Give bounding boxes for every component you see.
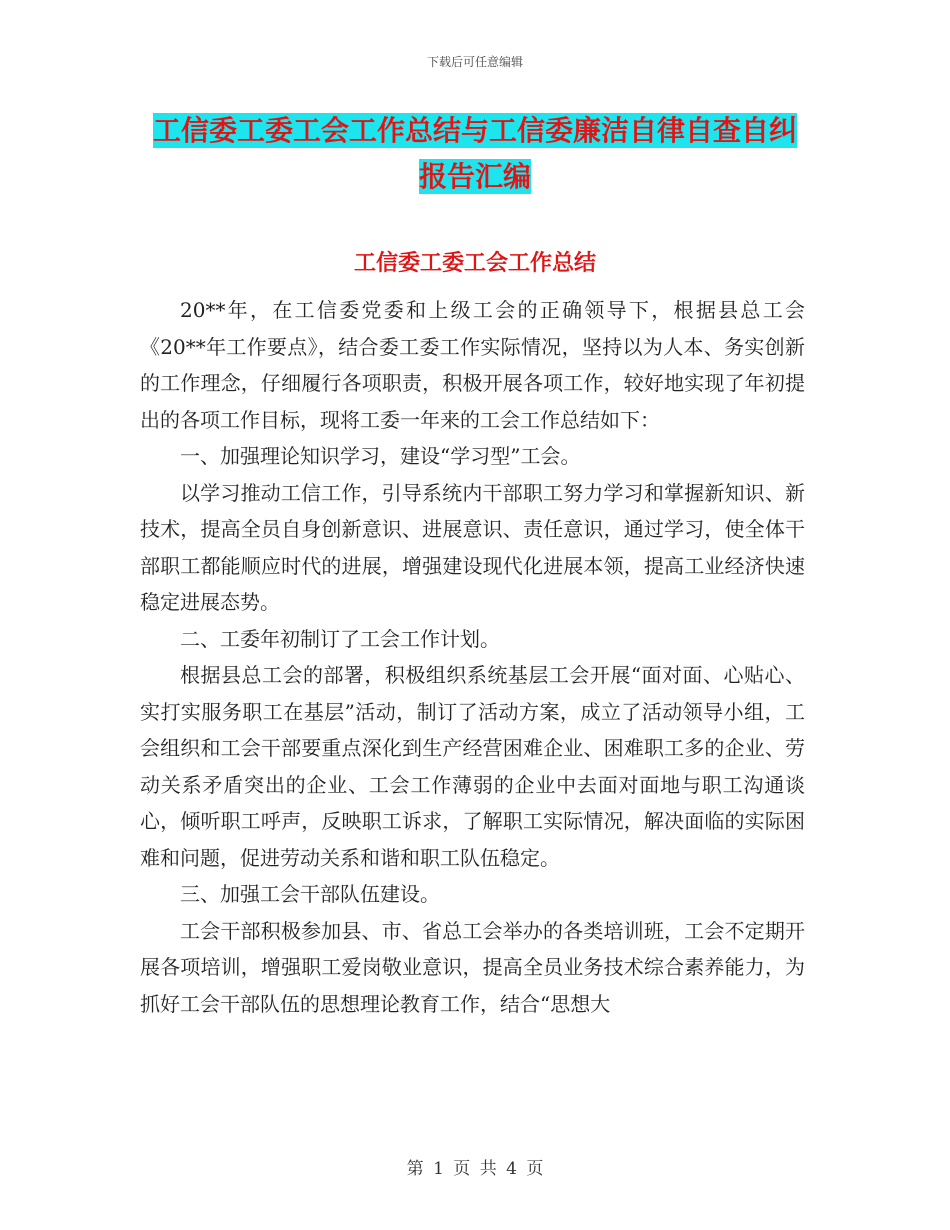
main-title — [150, 108, 800, 200]
paragraph: 一、加强理论知识学习，建设“学习型”工会。 — [180, 444, 581, 468]
paragraph: 三、加强工会干部队伍建设。 — [180, 882, 440, 906]
paragraph: 20**年，在工信委党委和上级工会的正确领导下，根据县总工会《20**年工作要点》，结合委工委工作实际情况，坚持以为人本、务实创新的工作理念，仔细履行各项职责，积极开展各项工作，较好地实现了年初提出的各项工作目标，现将工委一年来的工会工作总结如下： — [140, 298, 805, 432]
document-body — [140, 292, 805, 1022]
header-note: 下载后可任意编辑 — [426, 55, 523, 69]
paragraph: 工会干部积极参加县、市、省总工会举办的各类培训班，工会不定期开展各项培训，增强职工爱岗敬业意识，提高全员业务技术综合素养能力，为抓好工会干部队伍的思想理论教育工作，结合“思想大 — [140, 918, 805, 1016]
main-title-line-1: 工信委工委工会工作总结与工信委廉洁自律自查自纠 — [152, 114, 797, 147]
paragraph: 以学习推动工信工作，引导系统内干部职工努力学习和掌握新知识、新技术，提高全员自身创新意识、进展意识、责任意识，通过学习，使全体干部职工都能顺应时代的进展，增强建设现代化进展本领，提高工业经济快速稳定进展态势。 — [140, 480, 805, 614]
paragraph: 二、工委年初制订了工会工作计划。 — [180, 626, 500, 651]
section-title: 工信委工委工会工作总结 — [353, 251, 596, 276]
paragraph: 根据县总工会的部署，积极组织系统基层工会开展“面对面、心贴心、实打实服务职工在基层”活动，制订了活动方案，成立了活动领导小组，工会组织和工会干部要重点深化到生产经营困难企业、困难职工多的企业、劳动关系矛盾突出的企业、工会工作薄弱的企业中去面对面地与职工沟通谈心，倾听职工呼声，反映职工诉求，了解职工实际情况，解决面临的实际困难和问题，促进劳动关系和谐和职工队伍稳定。 — [140, 663, 805, 870]
main-title-line-2: 报告汇编 — [418, 160, 531, 193]
page-footer: 第 1 页 共 4 页 — [406, 1159, 544, 1179]
